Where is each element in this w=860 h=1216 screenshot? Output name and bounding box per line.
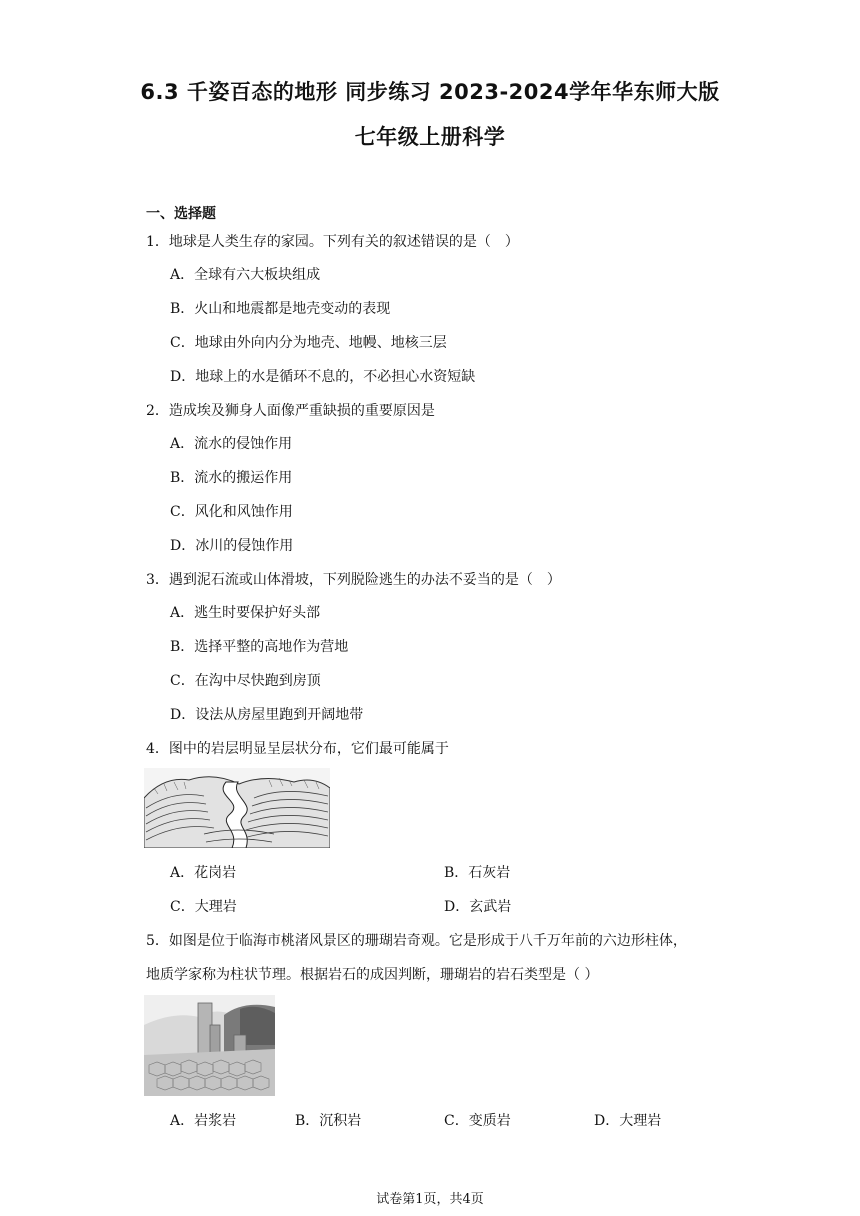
- question-1-option-a: A．全球有六大板块组成: [170, 267, 321, 283]
- question-5-option-c: C．变质岩: [444, 1113, 511, 1129]
- question-3-option-a: A．逃生时要保护好头部: [170, 605, 321, 621]
- question-3-option-c: C．在沟中尽快跑到房顶: [170, 673, 321, 689]
- question-5-stem-line-2: 地质学家称为柱状节理。根据岩石的成因判断，珊瑚岩的岩石类型是（ ）: [146, 967, 599, 983]
- question-2-option-a: A．流水的侵蚀作用: [170, 436, 293, 452]
- question-2-option-d: D．冰川的侵蚀作用: [170, 538, 294, 554]
- rock-layers-figure: [144, 768, 330, 848]
- question-3-stem: 3．遇到泥石流或山体滑坡，下列脱险逃生的办法不妥当的是（ ）: [146, 572, 561, 588]
- question-2-stem: 2．造成埃及狮身人面像严重缺损的重要原因是: [146, 403, 435, 419]
- question-1-option-c: C．地球由外向内分为地壳、地幔、地核三层: [170, 335, 447, 351]
- question-4-option-c: C．大理岩: [170, 899, 237, 915]
- question-1-stem: 1．地球是人类生存的家园。下列有关的叙述错误的是（ ）: [146, 234, 519, 250]
- page-footer: 试卷第1页，共4页: [376, 1192, 484, 1207]
- question-4-option-d: D．玄武岩: [444, 899, 512, 915]
- question-5-option-d: D．大理岩: [594, 1113, 662, 1129]
- question-3-option-d: D．设法从房屋里跑到开阔地带: [170, 707, 364, 723]
- question-3-option-b: B．选择平整的高地作为营地: [170, 639, 349, 655]
- question-1-option-b: B．火山和地震都是地壳变动的表现: [170, 301, 391, 317]
- question-2-option-c: C．风化和风蚀作用: [170, 504, 293, 520]
- question-1-option-d: D．地球上的水是循环不息的，不必担心水资短缺: [170, 369, 476, 385]
- question-4-option-a: A．花岗岩: [170, 865, 237, 881]
- section-heading: 一、选择题: [146, 206, 216, 222]
- coral-rock-photo: [144, 995, 275, 1096]
- document-title-line-1: 6.3 千姿百态的地形 同步练习 2023-2024学年华东师大版: [140, 80, 720, 104]
- question-5-option-b: B．沉积岩: [295, 1113, 362, 1129]
- question-5-stem-line-1: 5．如图是位于临海市桃渚风景区的珊瑚岩奇观。它是形成于八千万年前的六边形柱体，: [146, 933, 687, 949]
- question-2-option-b: B．流水的搬运作用: [170, 470, 293, 486]
- question-4-option-b: B．石灰岩: [444, 865, 511, 881]
- question-4-stem: 4．图中的岩层明显呈层状分布，它们最可能属于: [146, 741, 449, 757]
- document-title-line-2: 七年级上册科学: [354, 125, 506, 149]
- question-5-option-a: A．岩浆岩: [170, 1113, 237, 1129]
